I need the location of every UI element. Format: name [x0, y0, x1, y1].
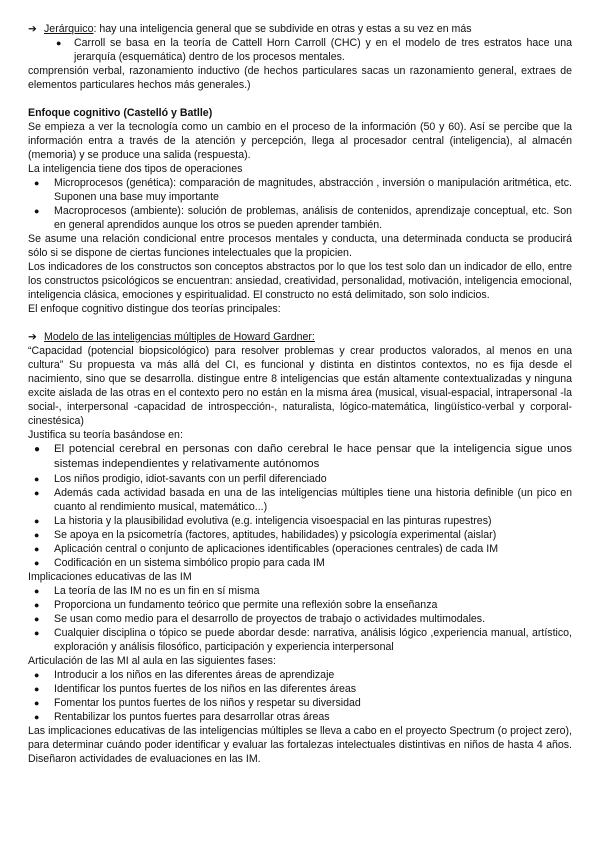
list-item: ● Fomentar los puntos fuertes de los niños y respetar su diversidad: [28, 696, 572, 710]
hierarchical-term: Jerárquico: [44, 23, 94, 35]
paragraph: Se empieza a ver la tecnología como un cambio en el proceso de la información (50 y 60). Así se percibe que la información entra a través de la atención y percepción, llega al procesador central (inteligencia), al almacén (memoria) y se produce una salida (respuesta).: [28, 121, 572, 161]
list-item: ● Además cada actividad basada en una de las inteligencias múltiples tiene una historia definible (un pico en cuanto al rendimiento musical, matemático...): [28, 486, 572, 514]
paragraph: Articulación de las MI al aula en las siguientes fases:: [28, 655, 276, 667]
implications-list: [28, 584, 572, 654]
list-item: ● Los niños prodigio, idiot-savants con un perfil diferenciado: [28, 472, 572, 486]
section-heading: Enfoque cognitivo (Castelló y Batlle): [28, 107, 213, 119]
list-item: ● Aplicación central o conjunto de aplicaciones identificables (operaciones centrales) de cada IM: [28, 542, 572, 556]
operations-list: [28, 176, 572, 232]
paragraph: “Capacidad (potencial biopsicológico) para resolver problemas y crear productos valorados, al menos en una cultura” Su propuesta va más allá del CI, es funcional y distinta en distintos contextos, no es fija desde el nacimiento, sino que se desarrolla. distingue entre 8 inteligencias que están altamente contextualizadas y ninguna excite aislada de las otras en el contexto pero no están en la misma área (musical, visual-espacial, intrapersonal -la social-, interpersonal -capacidad de introspección-, naturalista, lógico-matemática, lingüístico-verbal y corporal-cinestésica): [28, 345, 572, 427]
list-item: ● La historia y la plausibilidad evolutiva (e.g. inteligencia visoespacial en las pinturas rupestres): [28, 514, 572, 528]
phases-list: [28, 668, 572, 724]
list-item: ● Se usan como medio para el desarrollo de proyectos de trabajo o actividades multimodales.: [28, 612, 572, 626]
document-page: [28, 22, 572, 766]
list-item: ● Codificación en un sistema simbólico propio para cada IM: [28, 556, 572, 570]
justification-list: [28, 442, 572, 570]
paragraph: Los indicadores de los constructos son conceptos abstractos por lo que los test solo dan un indicador de ello, entre los constructos psicológicos se encuentran: ansiedad, creatividad, personalidad, motivación, inteligencia emocional, inteligencia clásica, emociones y espiritualidad. El constructo no está delimitado, son solo indicios.: [28, 261, 572, 301]
hierarchical-line: [28, 22, 572, 36]
list-item: ● La teoría de las IM no es un fin en sí misma: [28, 584, 572, 598]
paragraph: comprensión verbal, razonamiento inductivo (de hechos particulares sacas un razonamiento general, extraes de elementos particulares hechos más generales.): [28, 65, 572, 91]
list-item: ● Introducir a los niños en las diferentes áreas de aprendizaje: [28, 668, 572, 682]
list-item: ● Se apoya en la psicometría (factores, aptitudes, habilidades) y psicología experimental (aislar): [28, 528, 572, 542]
list-item: ● Rentabilizar los puntos fuertes para desarrollar otras áreas: [28, 710, 572, 724]
list-item: ● Carroll se basa en la teoría de Cattell Horn Carroll (CHC) y en el modelo de tres estratos hace una jerarquía (esquemática) dentro de los procesos mentales.: [28, 36, 572, 64]
paragraph: Se asume una relación condicional entre procesos mentales y conducta, una determinada conducta se producirá sólo si se dispone de ciertas funciones intelectuales que la propicien.: [28, 233, 572, 259]
list-item: ● Macroprocesos (ambiente): solución de problemas, análisis de contenidos, aprendizaje conceptual, etc. Son en general aprendidos aunque los otros se pueden aprender también.: [28, 204, 572, 232]
arrow-icon: ➔: [28, 23, 37, 35]
gardner-title: Modelo de las inteligencias múltiples de Howard Gardner:: [44, 331, 315, 343]
list-item: ● Cualquier disciplina o tópico se puede abordar desde: narrativa, análisis lógico ,experiencia manual, artístico, exploración y análisis filosófico, participación y experiencia interpersonal: [28, 626, 572, 654]
carroll-list: [28, 36, 572, 64]
paragraph: Justifica su teoría basándose en:: [28, 429, 183, 441]
gardner-heading: [28, 330, 572, 344]
list-item: ● El potencial cerebral en personas con daño cerebral le hace pensar que la inteligencia sigue unos sistemas independientes y relativamente autónomos: [28, 442, 572, 472]
paragraph: La inteligencia tiene dos tipos de operaciones: [28, 163, 243, 175]
paragraph: Las implicaciones educativas de las inteligencias múltiples se lleva a cabo en el proyecto Spectrum (o project zero), para determinar cuándo poder identificar y evaluar las fortalezas intelectuales distintivas en niños de hasta 4 años. Diseñaron actividades de evaluaciones en las IM.: [28, 725, 572, 765]
list-item: ● Microprocesos (genética): comparación de magnitudes, abstracción , inversión o manipulación aritmética, etc. Suponen una base muy importante: [28, 176, 572, 204]
paragraph: Implicaciones educativas de las IM: [28, 571, 192, 583]
list-item: ● Proporciona un fundamento teórico que permite una reflexión sobre la enseñanza: [28, 598, 572, 612]
hierarchical-text: : hay una inteligencia general que se subdivide en otras y estas a su vez en más: [93, 23, 472, 35]
list-item: ● Identificar los puntos fuertes de los niños en las diferentes áreas: [28, 682, 572, 696]
paragraph: El enfoque cognitivo distingue dos teorías principales:: [28, 303, 281, 315]
arrow-icon: ➔: [28, 331, 37, 343]
